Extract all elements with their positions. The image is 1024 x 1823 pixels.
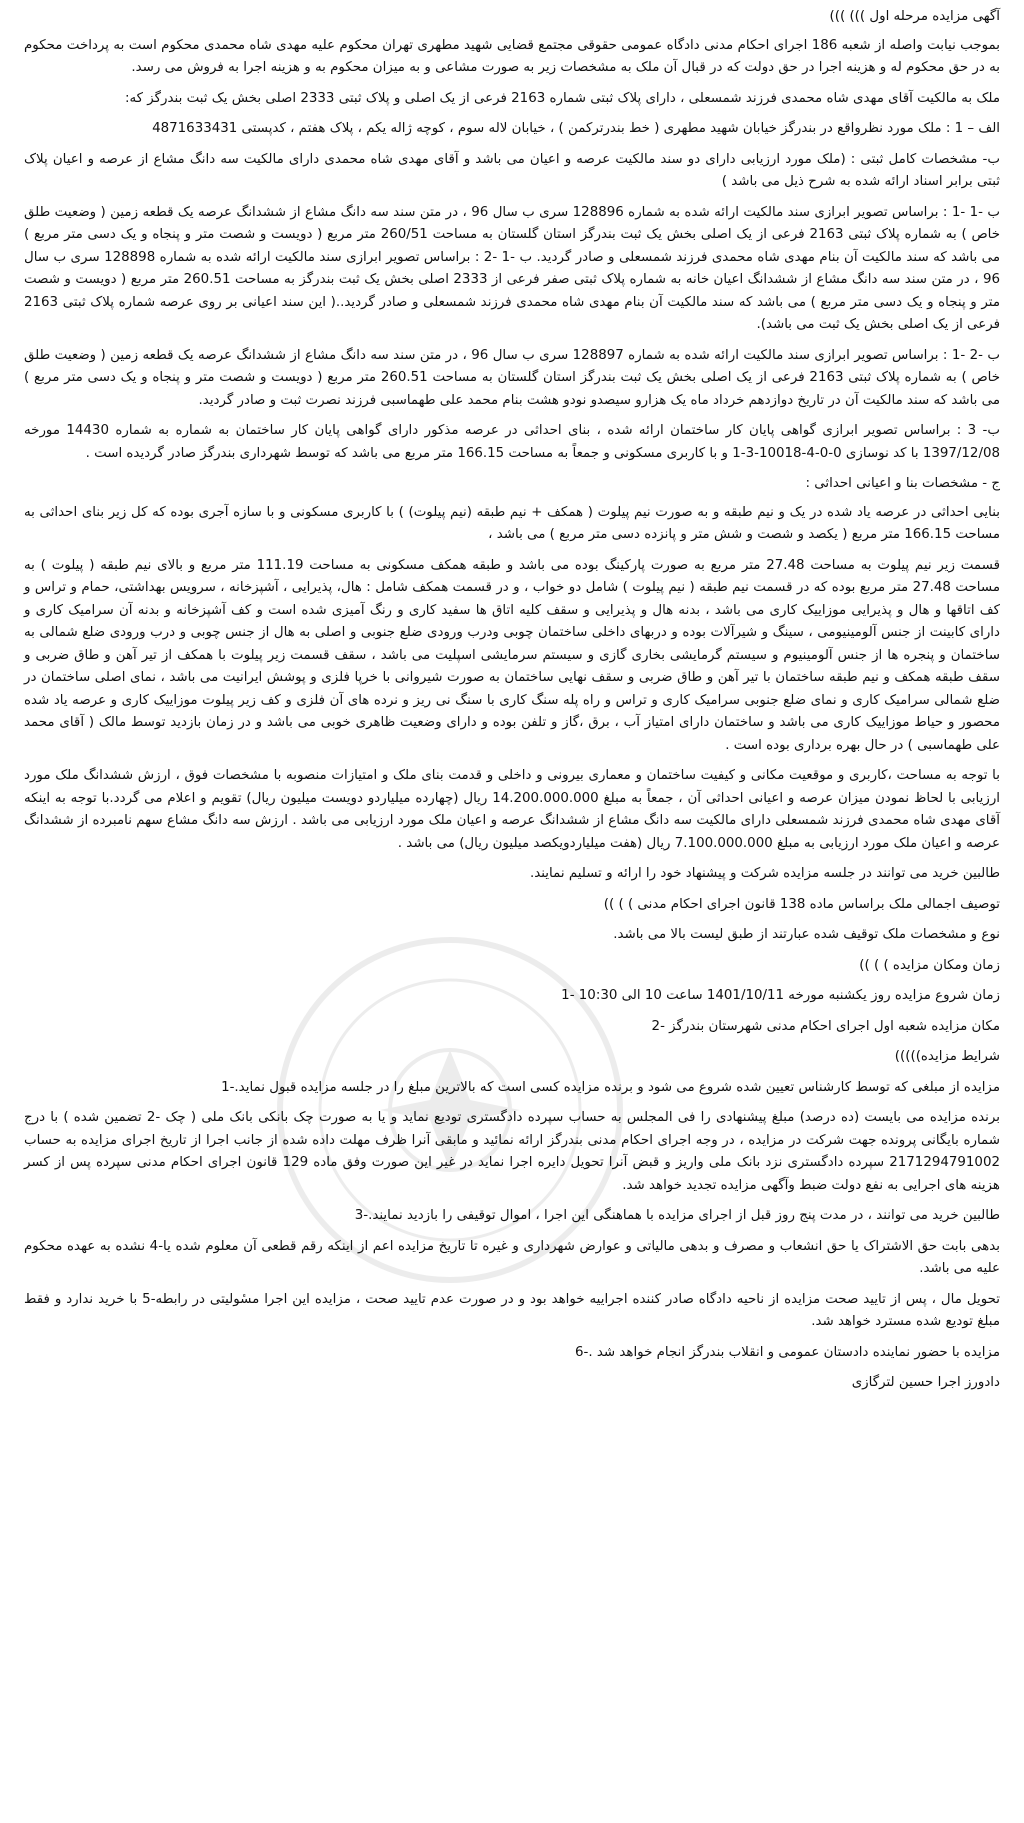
auction-place: مکان مزایده شعبه اول اجرای احکام مدنی شهرستان بندرگز -2 xyxy=(651,1018,1000,1034)
deed-2-paragraph: ب -2 -1 : براساس تصویر ابرازی سند مالکیت ارائه شده به شماره 128897 سری ب سال 96 ، در متن سند سه دانگ مشاع از ششدانگ عرصه یک قطعه زمین ( وضعیت طلق خاص ) به شماره پلاک ثبتی 2163 فرعی از یک اصلی بخش یک ثبت بندرگز استان گلستان به مساحت 260.51 متر مربع ( دویست و شصت متر و پنجاه و یک دسی متر مربع ) می باشد که سند مالکیت آن در تاریخ دوازدهم خرداد ماه یک هزارو سیصدو نودو هشت بنام محمد علی طهماسبی فرزند نصرت ثبت و صادر گردید. xyxy=(24,347,1001,408)
ownership-paragraph: ملک به مالکیت آقای مهدی شاه محمدی فرزند شمسعلی ، دارای پلاک ثبتی شماره 2163 فرعی از یک اصلی و پلاک ثبتی 2333 اصلی بخش یک ثبت بندرگز که: xyxy=(124,90,1000,106)
conditions-heading: شرایط مزایده))))) xyxy=(894,1049,1000,1064)
time-place-heading: زمان ومکان مزایده ) ) )) xyxy=(859,957,1000,973)
condition-2: برنده مزایده می بایست (ده درصد) مبلغ پیشنهادی را فی المجلس به حساب سپرده دادگستری تودیع نماید و یا به صورت چک بانکی بانک ملی ( چک -2 تضمین شده ) با درج شماره بایگانی پرونده جهت شرکت در مزایده ، در وجه اجرای احکام مدنی بندرگز ارائه نمائید و مابقی آنرا ظرف مهلت داده شده از جانب اجرا از تاریخ اجرای مزایده به حساب 2171294791002 سپرده دادگستری نزد بانک ملی واریز و قبض آنرا تحویل دایره اجرا نماید در غیر این صورت وفق ماده 129 قانون اجرای احکام مدنی سپرده پس از کسر هزینه های اجرایی به نفع دولت ضبط وآگهی مزایده تجدید خواهد شد. xyxy=(24,1110,1001,1193)
condition-1: مزایده از مبلغی که توسط کارشناس تعیین شده شروع می شود و برنده مزایده کسی است که بالاترین مبلغ را در جلسه مزایده قبول نماید.-1 xyxy=(221,1079,1000,1095)
building-overview-paragraph: بنایی احداثی در عرصه یاد شده در یک و نیم طبقه و به صورت نیم پیلوت ( همکف + نیم طبقه (نیم پیلوت) ) با کاربری مسکونی و با سازه آجری بوده که کل زیر بنای احداثی به مساحت 166.15 متر مربع ( یکصد و شصت و شش متر و پانزده دسی متر مربع ) می باشد ، xyxy=(24,504,1000,542)
property-summary-heading: توصیف اجمالی ملک براساس ماده 138 قانون اجرای احکام مدنی ) ) )) xyxy=(603,896,1000,912)
bidders-note: طالبین خرید می توانند در جلسه مزایده شرکت و پیشنهاد خود را ارائه و تسلیم نمایند. xyxy=(529,866,1000,881)
intro-paragraph: بموجب نیابت واصله از شعبه 186 اجرای احکام مدنی دادگاه عمومی حقوقی مجتمع قضایی شهید مطهری تهران محکوم علیه مهدی شاه محمدی محکوم است به پرداخت محکوم به در حق محکوم له و هزینه اجرا در حق دولت که در قبال آن ملک به مشخصات زیر به صورت مشاعی و به میزان محکوم به و هزینه اجرا به فروش می رسد. xyxy=(24,37,1000,75)
notice-title: آگهی مزایده مرحله اول ))) ))) xyxy=(829,9,1000,24)
completion-certificate-paragraph: ب- 3 : براساس تصویر ابرازی گواهی پایان کار ساختمان ارائه شده ، بنای احداثی در عرصه مذکور دارای گواهی پایان کار ساختمان به شماره به شماره 14430 مورخه 1397/12/08 با کد نوسازی 0-0-4-10018-3-1 و با کاربری مسکونی و جمعاً به مساحت 166.15 متر مربع می باشد که توسط شهرداری بندرگز صادر گردیده است . xyxy=(24,423,1000,461)
condition-4: بدهی بابت حق الاشتراک یا حق انشعاب و مصرف و بدهی مالیاتی و عوارض شهرداری و غیره تا تاریخ مزایده اعم از اینکه رقم قطعی آن معلوم شده یا-4 نشده به عهده محکوم علیه می باشد. xyxy=(24,1238,1000,1276)
valuation-paragraph: با توجه به مساحت ،کاربری و موقعیت مکانی و کیفیت ساختمان و معماری بیرونی و داخلی و قدمت بنای ملک و امتیازات منصوبه با مشخصات فوق ، ارزش ششدانگ ملک مورد ارزیابی با لحاظ نمودن میزان عرصه و اعیانی احداثی آن ، جمعاً به مبلغ 14.200.000.000 ریال (چهارده میلیاردو دویست میلیون ریال) تقویم و اعلام می گردد.با توجه به اینکه آقای مهدی شاه محمدی فرزند شمسعلی دارای مالکیت سه دانگ مشاع از ششدانگ عرصه و اعیان ملک مورد ارزیابی می باشد . ارزش سه دانگ مشاع سهم نامبرده از ششدانگ عرصه و اعیان ملک مورد ارزیابی به مبلغ 7.100.000.000 ریال (هفت میلیاردویکصد میلیون ریال) می باشد . xyxy=(24,768,1001,851)
deed-1-paragraph: ب -1 -1 : براساس تصویر ابرازی سند مالکیت ارائه شده به شماره 128896 سری ب سال 96 ، در متن سند سه دانگ مشاع از ششدانگ عرصه یک قطعه زمین ( وضعیت طلق خاص ) به شماره پلاک ثبتی 2163 فرعی از یک اصلی بخش یک ثبت بندرگز استان گلستان به مساحت 260/51 متر مربع ( دویست و شصت متر و پنجاه و یک دسی متر مربع ) می باشد که سند مالکیت آن بنام مهدی شاه محمدی فرزند شمسعلی و صادر گردید. ب -1 -2 : براساس تصویر ابرازی سند مالکیت ارائه شده به شماره 128898 سری ب سال 96 ، در متن سند سه دانگ مشاع از ششدانگ اعیان خانه به شماره پلاک ثبتی صفر فرعی از 2333 اصلی بخش یک ثبت بندرگز به مساحت 260.51 متر مربع ( دویست و شصت متر و پنجاه و یک دسی متر مربع ) می باشد که سند مالکیت آن بنام مهدی شاه محمدی فرزند شمسعلی و صادر گردید..( این سند اعیانی بر روی عرصه شماره پلاک ثبتی 2163 فرعی از یک اصلی بخش یک ثبت می باشد). xyxy=(24,204,1001,332)
building-specs-heading: ج - مشخصات بنا و اعیانی احداثی : xyxy=(805,476,1000,491)
condition-5: تحویل مال ، پس از تایید صحت مزایده از ناحیه دادگاه صادر کننده اجراییه خواهد بود و در صورت عدم تایید صحت ، مزایده این اجرا مسٔولیتی در رابطه-5 با خرید ندارد و فقط مبلغ تودیع شده مسترد خواهد شد. xyxy=(24,1291,1000,1329)
address-paragraph: الف – 1 : ملک مورد نظرواقع در بندرگز خیابان شهید مطهری ( خط بندرترکمن ) ، خیابان لاله سوم ، کوچه ژاله یکم ، پلاک هفتم ، کدپستی 4871633431 xyxy=(152,121,1000,136)
auction-time: زمان شروع مزایده روز یکشنبه مورخه 1401/10/11 ساعت 10 الی 10:30 -1 xyxy=(561,988,1000,1003)
condition-3: طالبین خرید می توانند ، در مدت پنج روز قبل از اجرای مزایده با هماهنگی این اجرا ، اموال توقیفی را بازدید نمایند.-3 xyxy=(354,1208,1000,1223)
condition-6: مزایده با حضور نماینده دادستان عمومی و انقلاب بندرگز انجام خواهد شد .-6 xyxy=(574,1344,1000,1360)
building-details-paragraph: قسمت زیر نیم پیلوت به مساحت 27.48 متر مربع به صورت پارکینگ بوده می باشد و طبقه همکف مسکونی به مساحت 111.19 متر مربع و بالای نیم طبقه ( پیلوت ) به مساحت 27.48 متر مربع بوده که در قسمت نیم طبقه ( نیم پیلوت ) شامل دو خواب ، و در قسمت همکف شامل : هال، پذیرایی ، آشپزخانه ، سرویس بهداشتی، حمام و تراس و کف اتاقها و هال و پذیرایی موزاییک کاری می باشد ، بدنه هال و پذیرایی و سقف کلیه اتاق ها سفید کاری و رنگ آمیزی شده است و کف آشپزخانه و بدنه آن سرامیک کاری و دارای کابینت از جنس آلومینیومی ، سینگ و شیرآلات بوده و دربهای داخلی ساختمان چوبی ودرب ورودی ضلع جنوبی و اصلی به هال از جنس چوبی و درب ورودی ضلع شمالی به ساختمان و پنجره ها از جنس آلومینیوم و سیستم گرمایشی بخاری گازی و سیستم سرمایشی اسپلیت می باشد ، سقف قسمت زیر پیلوت با همکف از تیر آهن و طاق ضربی و سقف طبقه همکف و نیم طبقه ساختمان با تیر آهن و طاق ضربی و سقف نهایی ساختمان به صورت شیروانی با خرپا فلزی و پوشش ایرانیت می باشد ، نمای اصلی ساختمان در ضلع شمالی سرامیک کاری و نمای ضلع جنوبی سرامیک کاری و تراس و راه پله سنگ کاری با سنگ نی ریز و نرده های آن فلزی و کف زیر پیلوت موزاییک کاری و عرصه یاد شده محصور و حیاط موزاییک کاری می باشد و ساختمان دارای امتیاز آب ، برق ،گاز و تلفن بوده و دارای وضعیت ظاهری خوبی می باشد و در زمان بازدید توسط مالک ( آقای محمد علی طهماسبی ) در حال بهره برداری بوده است . xyxy=(24,557,1000,753)
signature: دادورز اجرا حسین لترگازی xyxy=(851,1375,1000,1390)
seized-property-note: نوع و مشخصات ملک توقیف شده عبارتند از طبق لیست بالا می باشد. xyxy=(613,927,1000,942)
registration-heading: ب- مشخصات کامل ثبتی : (ملک مورد ارزیابی دارای دو سند مالکیت عرصه و اعیان می باشد و آقای مهدی شاه محمدی دارای مالکیت سه دانگ مشاع از عرصه و اعیان پلاک ثبتی برابر اسناد ارائه شده به شرح ذیل می باشد ) xyxy=(24,151,1000,189)
